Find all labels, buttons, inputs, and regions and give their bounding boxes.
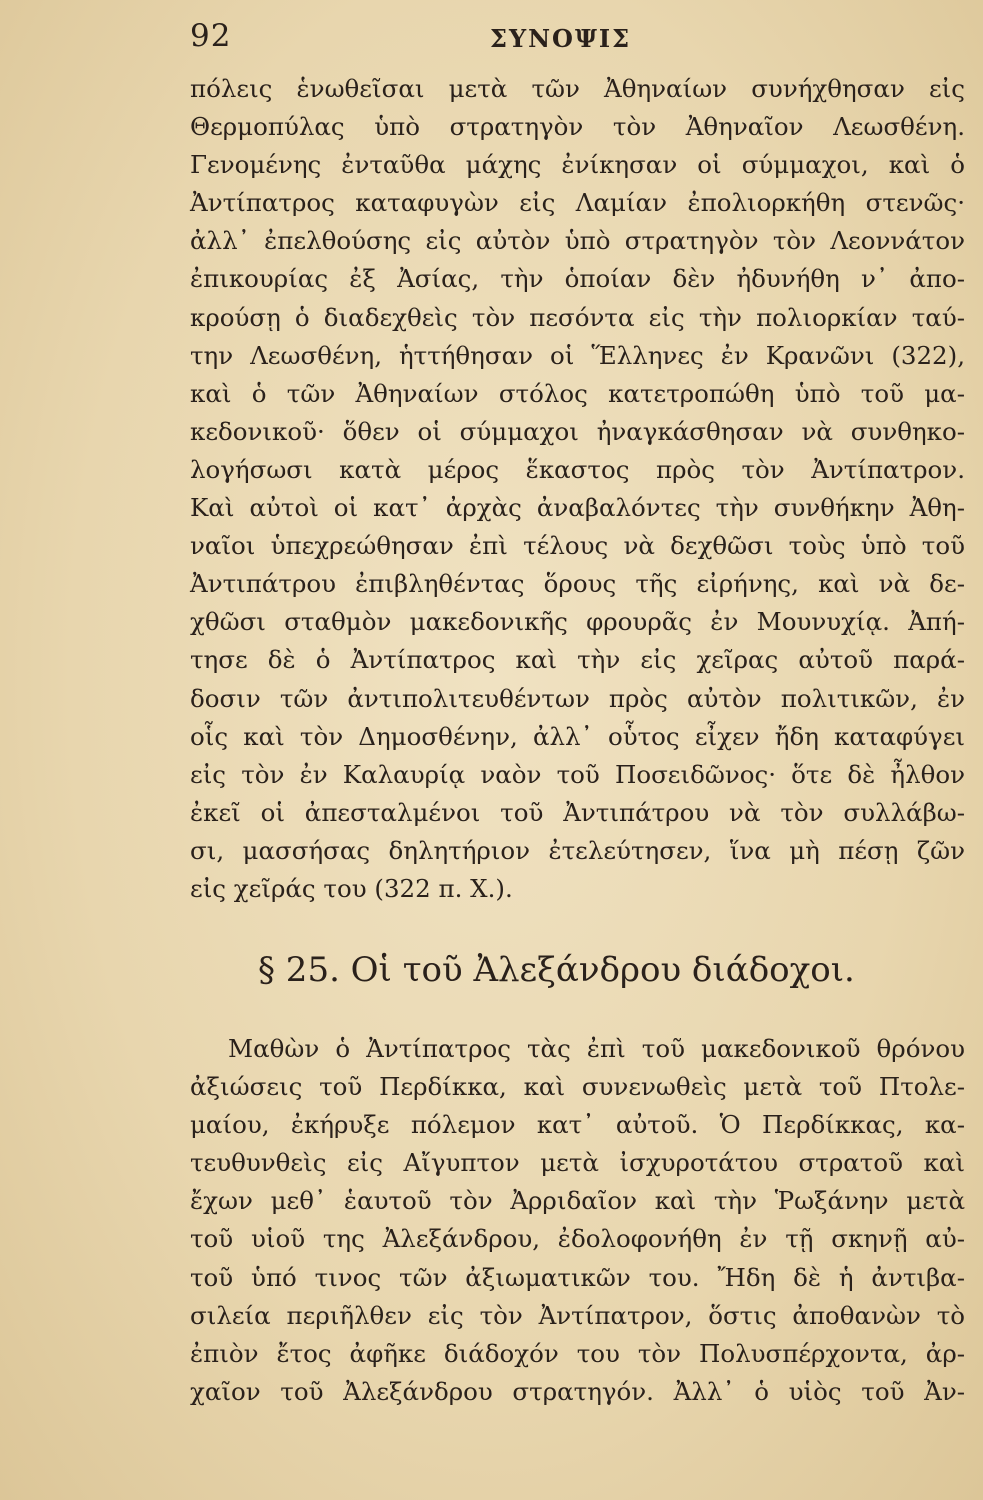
- text-line: ἀλλ᾿ ἐπελθούσης εἰς αὐτὸν ὑπὸ στρατηγὸν τὸν Λεοννάτον: [190, 226, 965, 256]
- text-line: εἰς τὸν ἐν Καλαυρίᾳ ναὸν τοῦ Ποσειδῶνος· ὅτε δὲ ἦλθον: [190, 759, 965, 789]
- text-line: Θερμοπύλας ὑπὸ στρατηγὸν τὸν Ἀθηναῖον Λεωσθένη.: [190, 112, 965, 142]
- text-line: τοῦ ὑπό τινος τῶν ἀξιωματικῶν του. Ἤδη δὲ ἡ ἀντιβα-: [190, 1262, 965, 1292]
- text-line: εἰς χεῖράς του (322 π. Χ.).: [190, 873, 513, 903]
- text-line: χθῶσι σταθμὸν μακεδονικῆς φρουρᾶς ἐν Μουνυχίᾳ. Ἀπή-: [190, 607, 965, 637]
- text-line: την Λεωσθένη, ἡττήθησαν οἱ Ἕλληνες ἐν Κρανῶνι (322),: [190, 340, 965, 370]
- text-line: οἷς καὶ τὸν Δημοσθένην, ἀλλ᾿ οὗτος εἶχεν ἤδη καταφύγει: [190, 721, 965, 751]
- page-header: [190, 18, 970, 62]
- text-line: κεδονικοῦ· ὅθεν οἱ σύμμαχοι ἠναγκάσθησαν νὰ συνθηκο-: [190, 416, 965, 446]
- page-number: 92: [190, 18, 232, 54]
- section-heading: § 25. Οἱ τοῦ Ἀλεξάνδρου διάδοχοι.: [258, 950, 855, 990]
- text-line: χαῖον τοῦ Ἀλεξάνδρου στρατηγόν. Ἀλλ᾿ ὁ υἱὸς τοῦ Ἀν-: [190, 1376, 965, 1406]
- text-line: ἐπικουρίας ἐξ Ἀσίας, τὴν ὁποίαν δὲν ἠδυνήθη ν᾿ ἀπο-: [190, 264, 965, 294]
- text-line: ἔχων μεθ᾿ ἑαυτοῦ τὸν Ἀρριδαῖον καὶ τὴν Ῥωξάνην μετὰ: [190, 1186, 965, 1216]
- text-line: τοῦ υἱοῦ της Ἀλεξάνδρου, ἐδολοφονήθη ἐν τῇ σκηνῇ αὐ-: [190, 1224, 965, 1254]
- text-line: τευθυνθεὶς εἰς Αἴγυπτον μετὰ ἰσχυροτάτου στρατοῦ καὶ: [190, 1148, 965, 1178]
- text-line: δοσιν τῶν ἀντιπολιτευθέντων πρὸς αὐτὸν πολιτικῶν, ἐν: [190, 683, 965, 713]
- text-line: ἐκεῖ οἱ ἀπεσταλμένοι τοῦ Ἀντιπάτρου νὰ τὸν συλλάβω-: [190, 797, 965, 827]
- paragraph-1: [190, 70, 965, 908]
- text-line: λογήσωσι κατὰ μέρος ἕκαστος πρὸς τὸν Ἀντίπατρον.: [190, 454, 965, 484]
- text-line: Ἀντίπατρος καταφυγὼν εἰς Λαμίαν ἐπολιορκήθη στενῶς·: [190, 188, 965, 218]
- text-line: Ἀντιπάτρου ἐπιβληθέντας ὅρους τῆς εἰρήνης, καὶ νὰ δε-: [190, 569, 965, 599]
- text-line: πόλεις ἑνωθεῖσαι μετὰ τῶν Ἀθηναίων συνήχθησαν εἰς: [190, 74, 965, 103]
- text-line: μαίου, ἐκήρυξε πόλεμον κατ᾿ αὐτοῦ. Ὁ Περδίκκας, κα-: [190, 1110, 965, 1140]
- running-head: ΣΥΝΟΨΙΣ: [490, 24, 632, 53]
- text-line: τησε δὲ ὁ Ἀντίπατρος καὶ τὴν εἰς χεῖρας αὐτοῦ παρά-: [190, 645, 965, 675]
- text-line: ναῖοι ὑπεχρεώθησαν ἐπὶ τέλους νὰ δεχθῶσι τοὺς ὑπὸ τοῦ: [190, 531, 965, 561]
- text-line: κρούσῃ ὁ διαδεχθεὶς τὸν πεσόντα εἰς τὴν πολιορκίαν ταύ-: [190, 302, 965, 332]
- text-line: σι, μασσήσας δηλητήριον ἐτελεύτησεν, ἵνα μὴ πέσῃ ζῶν: [190, 835, 965, 865]
- text-line: Μαθὼν ὁ Ἀντίπατρος τὰς ἐπὶ τοῦ μακεδονικοῦ θρόνου: [228, 1034, 965, 1063]
- text-line: Καὶ αὐτοὶ οἱ κατ᾿ ἀρχὰς ἀναβαλόντες τὴν συνθήκην Ἀθη-: [190, 493, 965, 523]
- text-line: ἀξιώσεις τοῦ Περδίκκα, καὶ συνενωθεὶς μετὰ τοῦ Πτολε-: [190, 1072, 965, 1102]
- text-line: σιλεία περιῆλθεν εἰς τὸν Ἀντίπατρον, ὅστις ἀποθανὼν τὸ: [190, 1300, 965, 1330]
- text-line: ἐπιὸν ἔτος ἀφῆκε διάδοχόν του τὸν Πολυσπέρχοντα, ἀρ-: [190, 1338, 965, 1368]
- text-line: Γενομένης ἐνταῦθα μάχης ἐνίκησαν οἱ σύμμαχοι, καὶ ὁ: [190, 150, 965, 180]
- paragraph-2: [190, 1030, 965, 1411]
- text-line: καὶ ὁ τῶν Ἀθηναίων στόλος κατετροπώθη ὑπὸ τοῦ μα-: [190, 378, 965, 408]
